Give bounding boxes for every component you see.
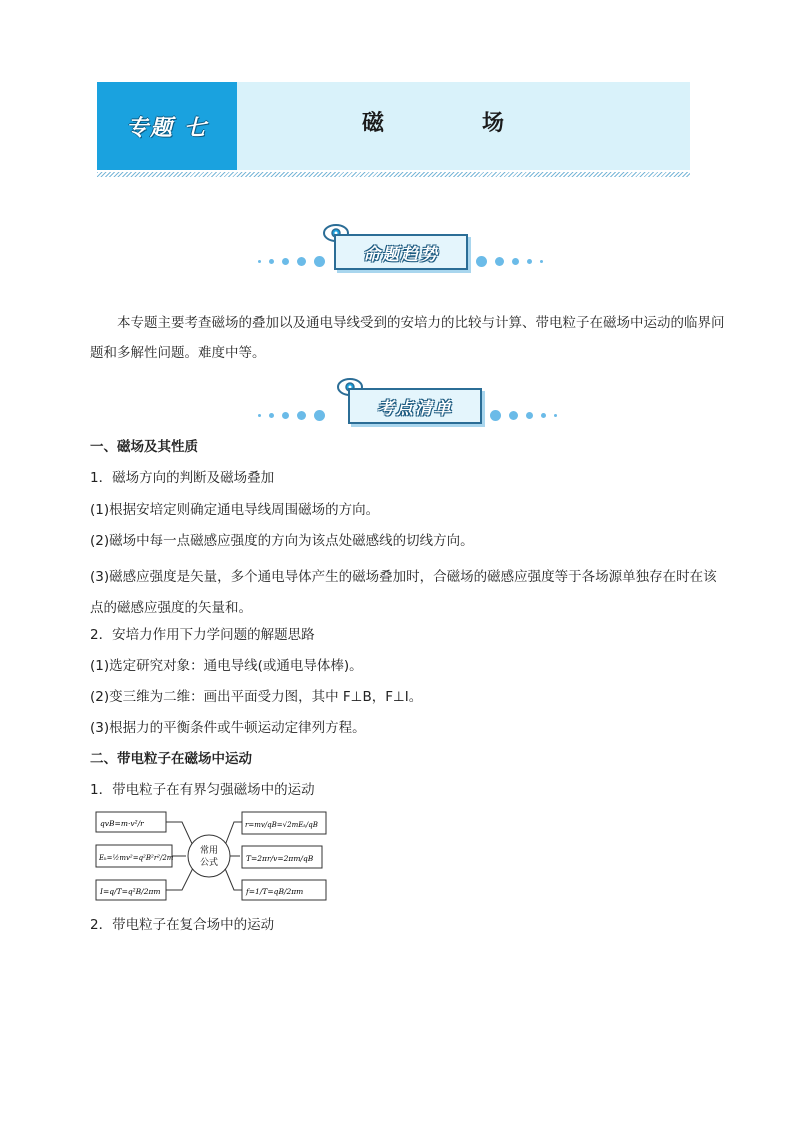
header-divider <box>97 172 690 177</box>
section-1-2: 2．安培力作用下力学问题的解题思路 <box>90 627 315 643</box>
badge-trend <box>258 222 538 282</box>
formula-right-2: T=2πr/v=2πm/qB <box>246 854 314 863</box>
formula-right-1: r=mv/qB=√2mEₖ/qB <box>245 821 318 829</box>
formula-left-3: I=q/T=q²B/2πm <box>100 887 161 896</box>
chapter-title: 磁 场 <box>362 111 543 136</box>
section-1-1a: (1)根据安培定则确定通电导线周围磁场的方向。 <box>90 502 380 518</box>
section-1-1c: (3)磁感应强度是矢量，多个通电导体产生的磁场叠加时，合磁场的磁感应强度等于各场源单独存在时在该点的磁感应强度的矢量和。 <box>90 569 717 616</box>
section-1-1: 1．磁场方向的判断及磁场叠加 <box>90 470 275 486</box>
formula-center-circle <box>188 835 230 877</box>
section-2-1: 1．带电粒子在有界匀强磁场中的运动 <box>90 782 315 798</box>
section-1-title: 一、磁场及其性质 <box>90 439 198 455</box>
badge-dots-left <box>258 256 325 267</box>
intro-paragraph: 本专题主要考查磁场的叠加以及通电导线受到的安培力的比较与计算、带电粒子在磁场中运动的临界问题和多解性问题。难度中等。 <box>90 315 725 361</box>
formula-center-label-bottom: 公式 <box>199 858 219 868</box>
section-2-2: 2．带电粒子在复合场中的运动 <box>90 917 275 933</box>
badge-trend-label: 命题趋势 <box>363 244 439 265</box>
badge-checklist <box>258 376 548 436</box>
header-banner <box>97 82 690 170</box>
badge-checklist-box <box>348 388 482 424</box>
badge-dots-right <box>476 256 543 267</box>
badge-trend-box <box>334 234 468 270</box>
chapter-label: 专题 七 <box>126 115 208 141</box>
section-2-title: 二、带电粒子在磁场中运动 <box>90 751 252 767</box>
badge-dots-left <box>258 410 325 421</box>
section-1-2c: (3)根据力的平衡条件或牛顿运动定律列方程。 <box>90 720 366 736</box>
formula-left-1: qvB=m·v²/r <box>100 819 144 828</box>
section-1-2a: (1)选定研究对象：通电导线(或通电导体棒)。 <box>90 658 363 674</box>
badge-checklist-label: 考点清单 <box>377 398 453 419</box>
section-1-2b: (2)变三维为二维：画出平面受力图，其中 F⊥B，F⊥I。 <box>90 689 423 705</box>
formula-left-2: Eₖ=½mv²=q²B²r²/2m <box>99 854 174 862</box>
badge-dots-right <box>490 410 557 421</box>
formula-center-label-top: 常用 <box>199 846 219 856</box>
formula-right-3: f=1/T=qB/2πm <box>246 887 304 896</box>
chapter-label-block <box>97 82 237 170</box>
section-1-1b: (2)磁场中每一点磁感应强度的方向为该点处磁感线的切线方向。 <box>90 533 474 549</box>
formula-diagram <box>94 810 334 902</box>
